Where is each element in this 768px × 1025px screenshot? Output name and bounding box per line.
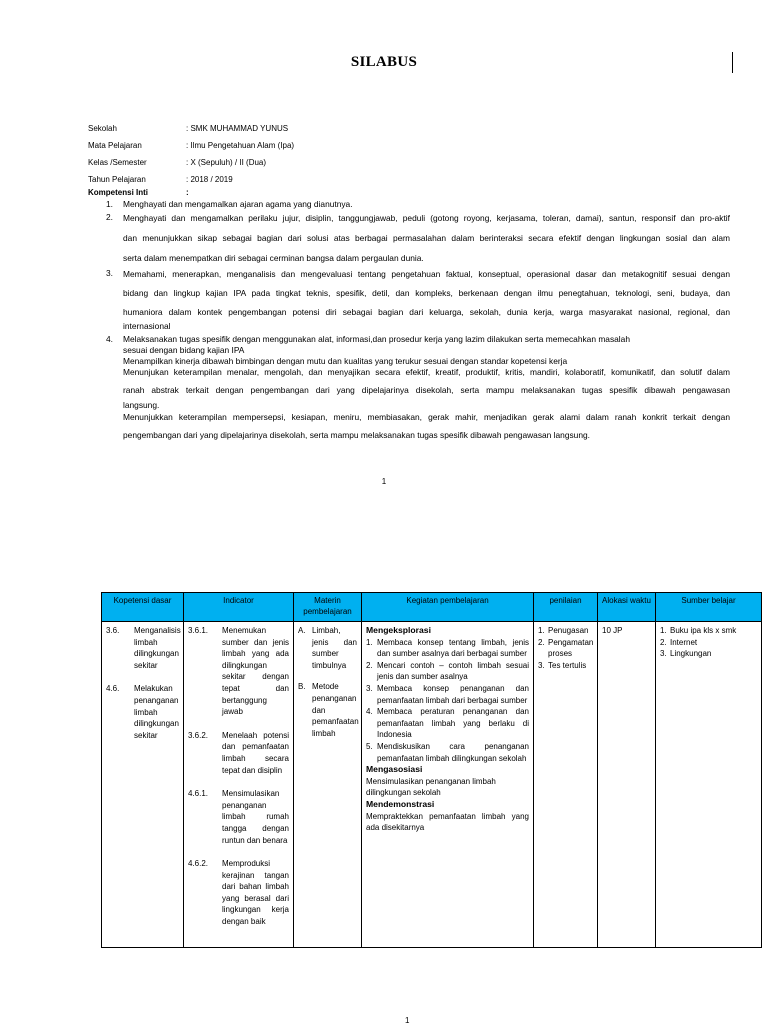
meta-label: Kelas /Semester [88, 158, 147, 167]
item-line: humaniora dalam kontek pengembangan potensi diri sebagai bagian dari keluarga, sekolah, dunia kerja, warga masyarakat nasional, regional, dan [123, 307, 730, 317]
column-header: Sumber belajar [656, 593, 762, 622]
item-line: langsung. [123, 400, 160, 410]
kd-item [106, 683, 179, 741]
column-header: Materin pembelajaran [294, 593, 362, 622]
penilaian-number: 3. [538, 660, 545, 670]
item-line: serta dalam menempatkan diri sebagai cerminan bangsa dalam pergaulan dunia. [123, 253, 424, 263]
item-number: 1. [106, 199, 113, 209]
meta-row-class [88, 154, 294, 171]
item-number: 2. [106, 212, 113, 222]
materi-number: B. [298, 682, 306, 692]
meta-label: Mata Pelajaran [88, 141, 142, 150]
column-header: Kopetensi dasar [102, 593, 184, 622]
sumber-item [660, 648, 757, 660]
penilaian-item [538, 625, 593, 637]
sumber-text: Buku ipa kls x smk [670, 626, 737, 635]
meta-row-subject [88, 137, 294, 154]
kegiatan-text: Mencari contoh – contoh limbah sesuai jenis dan sumber asalnya [377, 660, 529, 682]
column-header: Alokasi waktu [598, 593, 656, 622]
kegiatan-item [366, 741, 529, 764]
meta-label: Sekolah [88, 124, 117, 133]
meta-value: : 2018 / 2019 [186, 175, 233, 184]
meta-label: Tahun Pelajaran [88, 175, 146, 184]
kegiatan-number: 4. [366, 707, 373, 717]
kompetensi-inti-item [106, 265, 730, 332]
asosiasi-text: Mensimulasikan penanganan limbah dilingkungan sekolah [366, 776, 496, 798]
kompetensi-inti-item [106, 199, 730, 209]
kegiatan-item [366, 706, 529, 741]
kegiatan-number: 5. [366, 741, 373, 751]
item-number: 4. [106, 334, 113, 344]
indicator-text: Menemukan sumber dan jenis limbah yang ada dilingkungan sekitar dengan tepat dan bertanggung jawab [222, 626, 289, 717]
kegiatan-number: 3. [366, 683, 373, 693]
kd-text: Melakukan penanganan limbah dilingkungan sekitar [134, 684, 179, 740]
cell-materi [294, 622, 362, 948]
sumber-number: 3. [660, 649, 667, 659]
penilaian-text: Penugasan [548, 626, 589, 635]
kegiatan-item [366, 660, 529, 683]
cell-sumber-belajar [656, 622, 762, 948]
indicator-number: 4.6.2. [188, 859, 209, 869]
meta-value: : Ilmu Pengetahuan Alam (Ipa) [186, 141, 295, 150]
kompetensi-inti-colon: : [186, 188, 189, 197]
table-row [102, 622, 762, 948]
item-line: Menunjukkan keterampilan mempersepsi, kesiapan, meniru, membiasakan, gerak mahir, menjadikan gerak alami dalam ranah konkrit terkait dengan [123, 412, 730, 422]
column-header: Indicator [184, 593, 294, 622]
eksplorasi-list [366, 637, 529, 765]
column-header: Kegiatan pembelajaran [362, 593, 534, 622]
syllabus-table [101, 592, 762, 948]
identity-block [88, 120, 294, 188]
indicator-number: 3.6.2. [188, 730, 209, 740]
item-line: pengembangan dari yang dipelajarinya disekolah, serta mampu melaksanakan tugas spesifik dibawah pengawasan langsung. [123, 430, 590, 440]
sumber-item [660, 625, 757, 637]
table-header-row [102, 593, 762, 622]
item-number: 3. [106, 268, 113, 278]
kegiatan-text: Membaca konsep penanganan dan pemanfaatan limbah dari berbagai sumber [377, 683, 529, 705]
indicator-number: 3.6.1. [188, 626, 209, 635]
sumber-item [660, 637, 757, 649]
materi-item [298, 681, 357, 739]
materi-item [298, 625, 357, 671]
column-header: penilaian [534, 593, 598, 622]
meta-row-year [88, 171, 294, 188]
indicator-text: Menelaah potensi dan pemanfaatan limbah secara tepat dan disiplin [222, 730, 289, 775]
kegiatan-item [366, 637, 529, 660]
materi-text: Limbah, jenis dan sumber timbulnya [312, 626, 357, 670]
sumber-list [660, 625, 757, 660]
kegiatan-text: Membaca konsep tentang limbah, jenis dan sumber asalnya dari berbagai sumber [377, 637, 529, 659]
item-line: Menampilkan kinerja dibawah bimbingan dengan mutu dan kualitas yang terukur sesuai dengan standar kopetensi kerja [123, 356, 568, 366]
sumber-text: Lingkungan [670, 649, 712, 659]
penilaian-text: Pengamatan proses [548, 637, 594, 659]
demonstrasi-text: Mempraktekkan pemanfaatan limbah yang ada disekitarnya [366, 811, 529, 833]
cell-kompetensi-dasar [102, 622, 184, 948]
item-line: Menghayati dan mengamalkan perilaku jujur, disiplin, tanggungjawab, peduli (gotong royong, kerjasama, toleran, damai), santun, responsif dan pro-aktif [123, 213, 730, 223]
kompetensi-inti-list [106, 199, 730, 442]
item-line: internasional [123, 321, 171, 331]
sumber-number: 1. [660, 626, 667, 635]
item-line: Menunjukan keterampilan menalar, mengolah, dan menyajikan secara efektif, kreatif, produktif, kritis, mandiri, kolaboratif, komunikatif, dan solutif dalam [123, 367, 730, 377]
penilaian-number: 1. [538, 626, 545, 635]
meta-row-school [88, 120, 294, 137]
asosiasi-heading: Mengasosiasi [366, 764, 423, 775]
kd-number: 4.6. [106, 684, 120, 694]
kd-number: 3.6. [106, 626, 120, 635]
kegiatan-number: 1. [366, 637, 373, 647]
kegiatan-number: 2. [366, 660, 373, 670]
item-line: dan menunjukkan sikap sebagai bagian dari solusi atas berbagai permasalahan dalam berinteraksi secara efektif dengan lingkungan sosial dan alam [123, 233, 730, 243]
cell-kegiatan [362, 622, 534, 948]
penilaian-number: 2. [538, 637, 545, 647]
sumber-number: 2. [660, 637, 667, 647]
kompetensi-inti-item [106, 332, 730, 442]
kegiatan-text: Membaca peraturan penanganan dan pemanfaatan limbah yang berlaku di Indonesia [377, 707, 529, 740]
sumber-text: Internet [670, 637, 698, 647]
meta-value: : X (Sepuluh) / II (Dua) [186, 158, 267, 167]
materi-text: Metode penanganan dan pemanfaatan limbah [312, 682, 359, 738]
cell-indikator [184, 622, 294, 948]
cell-penilaian [534, 622, 598, 948]
item-line: Melaksanakan tugas spesifik dengan menggunakan alat, informasi,dan prosedur kerja yang lazim dilakukan serta memecahkan masalah [123, 334, 630, 344]
penilaian-text: Tes tertulis [548, 660, 587, 670]
item-line: Memahami, menerapkan, menganalisis dan mengevaluasi tentang pengetahuan faktual, konseptual, operasional dasar dan metakognitif sesuai dengan [123, 269, 730, 279]
demonstrasi-heading: Mendemonstrasi [366, 798, 435, 809]
eksplorasi-heading: Mengeksplorasi [366, 625, 431, 635]
cell-alokasi-waktu: 10 JP [598, 622, 656, 948]
penilaian-item [538, 660, 593, 672]
kd-item [106, 625, 179, 671]
kompetensi-inti-heading [88, 188, 189, 197]
kegiatan-item [366, 683, 529, 706]
item-line: Menghayati dan mengamalkan ajaran agama yang dianutnya. [123, 199, 353, 209]
materi-number: A. [298, 626, 306, 635]
indicator-text: Mensimulasikan penanganan limbah rumah tangga dengan runtun dan benara [222, 789, 289, 845]
indicator-text: Memproduksi kerajinan tangan dari bahan limbah yang berasal dari lingkungan kerja dengan baik [222, 859, 289, 927]
next-page-number: 1 [405, 1016, 410, 1025]
meta-value: : SMK MUHAMMAD YUNUS [186, 124, 289, 133]
item-line: sesuai dengan bidang kajian IPA [123, 345, 245, 355]
item-line: bidang dan lingkup kajian IPA pada tingkat teknis, spesifik, detil, dan kompleks, berkenaan dengan ilmu penegtahuan, teknologi, seni, budaya, dan [123, 288, 730, 298]
kompetensi-inti-label: Kompetensi Inti [88, 188, 149, 197]
indicator-item [188, 788, 289, 846]
indicator-item [188, 730, 289, 776]
kompetensi-inti-item [106, 209, 730, 265]
indicator-item [188, 858, 289, 928]
kegiatan-text: Mendiskusikan cara penanganan pemanfaatan limbah dilingkungan sekolah [377, 741, 529, 763]
kd-text: Menganalisis limbah dilingkungan sekitar [134, 626, 181, 670]
text-cursor [732, 52, 733, 73]
indicator-item [188, 625, 289, 718]
indicator-number: 4.6.1. [188, 789, 209, 799]
document-title: SILABUS [350, 54, 418, 70]
item-line: ranah abstrak terkait dengan pengembangan dari yang dipelajarinya disekolah, serta mampu melaksanakan tugas spesifik dibawah pengawasan [123, 385, 730, 395]
penilaian-item [538, 637, 593, 660]
penilaian-list [538, 625, 593, 671]
page-number: 1 [381, 477, 387, 486]
